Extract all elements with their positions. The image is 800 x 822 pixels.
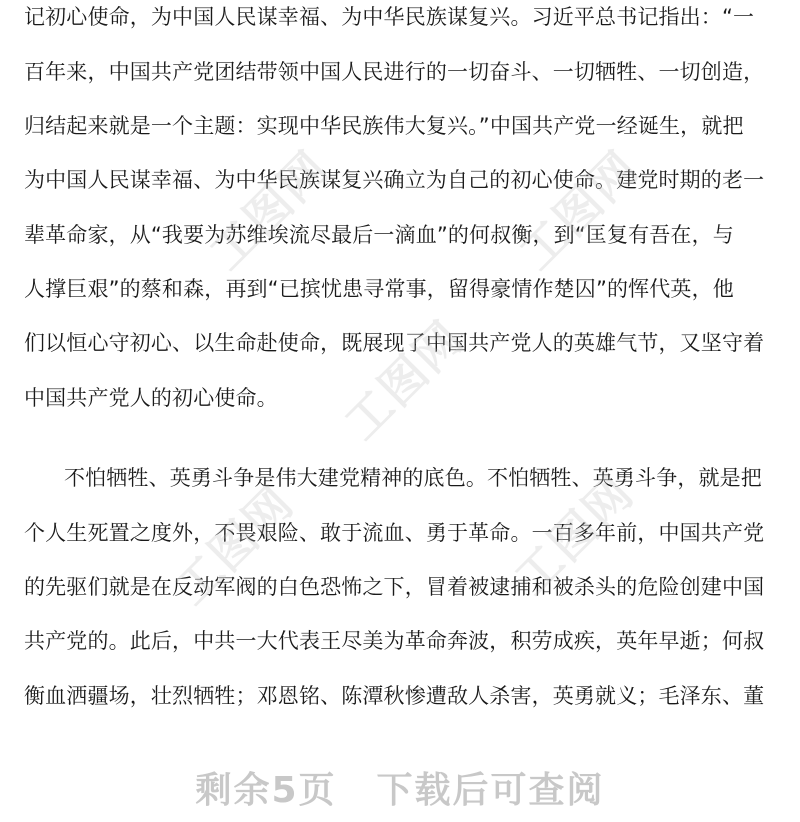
watermark: 工图网 (509, 140, 650, 281)
download-to-view-text: 下载后可查阅 (376, 770, 605, 811)
paragraph-line: 为中国人民谋幸福、为中华民族谋复兴确立为自己的初心使命。建党时期的老一 (24, 168, 765, 192)
paragraph-line: 衡血洒疆场，壮烈牺牲；邓恩铭、陈潭秋惨遭敌人杀害，英勇就义；毛泽东、董 (24, 684, 765, 708)
paragraph-line: 百年来，中国共产党团结带领中国人民进行的一切奋斗、一切牺牲、一切创造， (24, 60, 765, 84)
paragraph-line: 归结起来就是一个主题：实现中华民族伟大复兴。”中国共产党一经诞生，就把 (24, 114, 744, 138)
paragraph-line: 记初心使命，为中国人民谋幸福、为中华民族谋复兴。习近平总书记指出：“一 (24, 5, 755, 29)
paragraph-line: 共产党的。此后，中共一大代表王尽美为革命奔波，积劳成疾，英年早逝；何叔 (24, 629, 765, 653)
watermark: 工图网 (199, 140, 340, 281)
paragraph-line: 个人生死置之度外，不畏艰险、敢于流血、勇于革命。一百多年前，中国共产党 (24, 521, 765, 545)
paragraph-line: 辈革命家，从“我要为苏维埃流尽最后一滴血”的何叔衡，到“匡复有吾在，与 (24, 223, 734, 247)
paragraph-line: 们以恒心守初心、以生命赴使命，既展现了中国共产党人的英雄气节，又坚守着 (24, 331, 765, 355)
paragraph-line: 不怕牺牲、英勇斗争是伟大建党精神的底色。不怕牺牲、英勇斗争，就是把 (64, 466, 762, 490)
watermark: 工图网 (164, 475, 305, 616)
paragraph-line: 中国共产党人的初心使命。 (24, 386, 278, 410)
paragraph-line: 的先驱们就是在反动军阀的白色恐怖之下，冒着被逮捕和被杀头的危险创建中国 (24, 575, 765, 599)
paragraph-line: 人撑巨艰”的蔡和森，再到“已摈忧患寻常事，留得豪情作楚囚”的恽代英，他 (24, 277, 734, 301)
watermark: 工图网 (334, 310, 475, 451)
remaining-pages-text: 剩余5页 (195, 770, 337, 811)
watermark: 工图网 (504, 465, 645, 606)
remaining-pages-banner[interactable] (0, 762, 800, 822)
